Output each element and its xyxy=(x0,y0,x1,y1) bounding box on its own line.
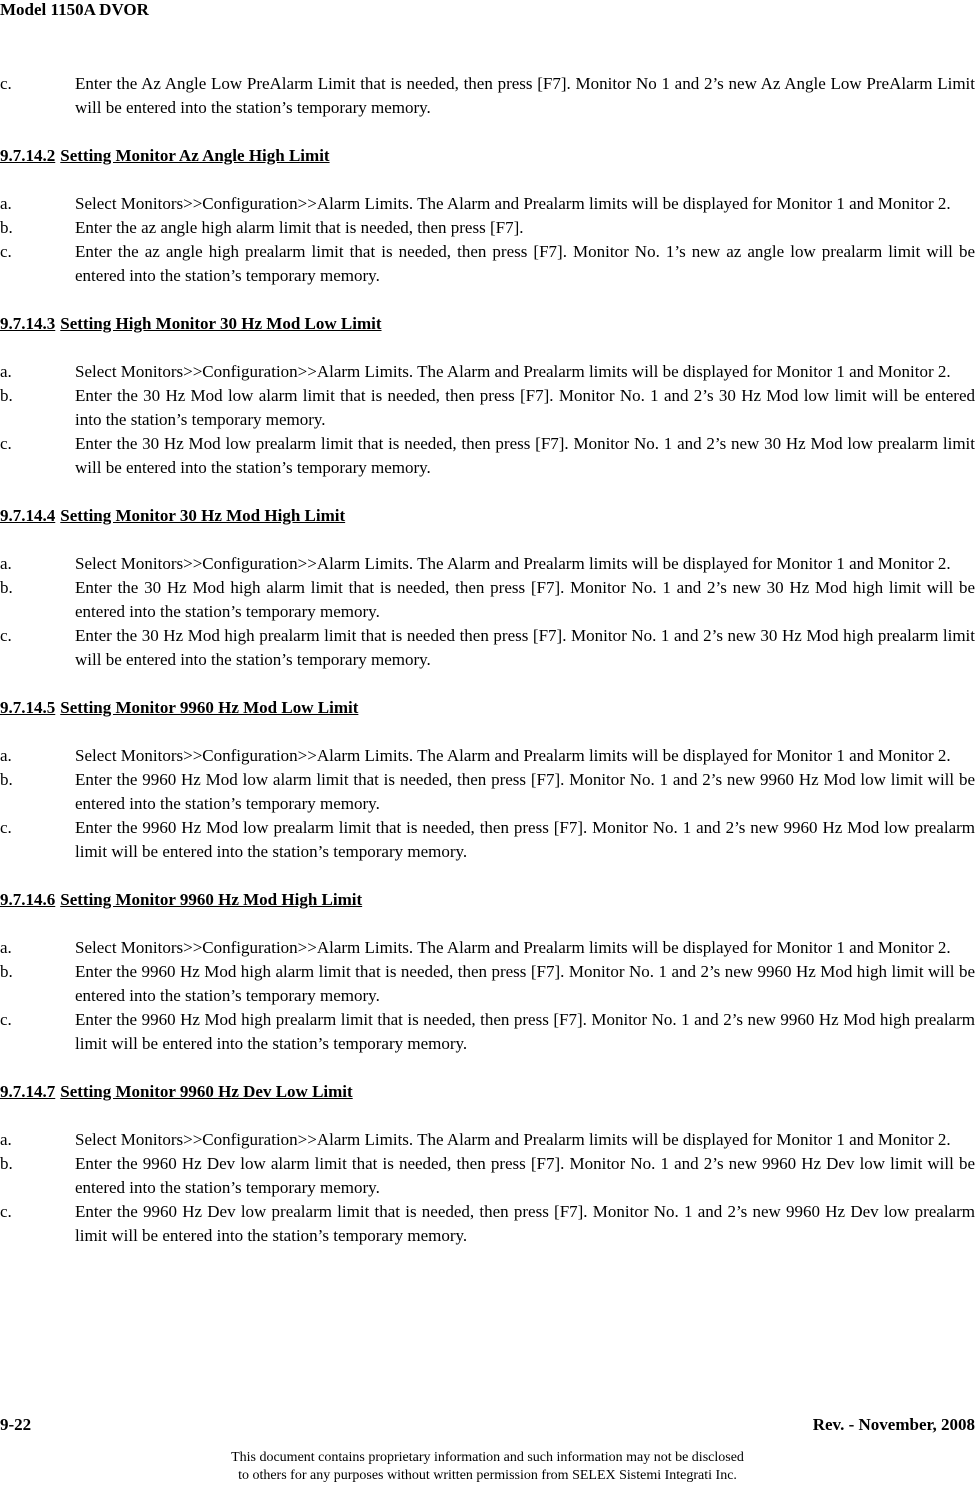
section-title: Setting Monitor Az Angle High Limit xyxy=(60,146,330,165)
item-text: Select Monitors>>Configuration>>Alarm Limits. The Alarm and Prealarm limits will be displayed for Monitor 1 and Monitor 2. xyxy=(75,1130,951,1149)
section-title: Setting Monitor 30 Hz Mod High Limit xyxy=(60,506,346,525)
list-item xyxy=(0,1200,975,1248)
document-body xyxy=(0,72,975,1248)
item-marker: c. xyxy=(0,1202,12,1221)
proprietary-notice xyxy=(0,1449,975,1485)
item-text: Select Monitors>>Configuration>>Alarm Limits. The Alarm and Prealarm limits will be displayed for Monitor 1 and Monitor 2. xyxy=(75,554,951,573)
item-marker: a. xyxy=(0,362,12,381)
list-item xyxy=(0,960,975,1008)
item-marker: a. xyxy=(0,194,12,213)
item-marker: c. xyxy=(0,242,12,261)
item-marker: b. xyxy=(0,386,13,405)
list-item xyxy=(0,1152,975,1200)
section-heading xyxy=(0,312,975,336)
item-text: Select Monitors>>Configuration>>Alarm Limits. The Alarm and Prealarm limits will be displayed for Monitor 1 and Monitor 2. xyxy=(75,362,951,381)
list-item xyxy=(0,768,975,816)
page-number: 9-22 xyxy=(0,1415,32,1434)
section-title: Setting High Monitor 30 Hz Mod Low Limit xyxy=(60,314,382,333)
item-text: Select Monitors>>Configuration>>Alarm Limits. The Alarm and Prealarm limits will be displayed for Monitor 1 and Monitor 2. xyxy=(75,938,951,957)
item-text: Enter the 30 Hz Mod low prealarm limit that is needed, then press [F7]. Monitor No. 1 and 2’s new 30 Hz Mod low prealarm limit will be entered into the station’s temporary memory. xyxy=(75,434,975,477)
item-marker: a. xyxy=(0,1130,12,1149)
list-item xyxy=(0,216,975,240)
item-marker: b. xyxy=(0,218,13,237)
notice-line: This document contains proprietary information and such information may not be disclosed xyxy=(231,1450,744,1465)
item-marker: c. xyxy=(0,626,12,645)
item-marker: b. xyxy=(0,770,13,789)
section-number: 9.7.14.7 xyxy=(0,1082,56,1101)
item-text: Enter the az angle high alarm limit that is needed, then press [F7]. xyxy=(75,218,524,237)
page-header-title: Model 1150A DVOR xyxy=(0,0,149,19)
item-marker: b. xyxy=(0,1154,13,1173)
list-item xyxy=(0,1128,975,1152)
list-item xyxy=(0,384,975,432)
item-text: Enter the 9960 Hz Mod low prealarm limit that is needed, then press [F7]. Monitor No. 1 and 2’s new 9960 Hz Mod low prealarm limit will be entered into the station’s temporary memory. xyxy=(75,818,975,861)
item-marker: c. xyxy=(0,434,12,453)
notice-line: to others for any purposes without written permission from SELEX Sistemi Integrati Inc. xyxy=(238,1468,737,1483)
list-item xyxy=(0,192,975,216)
item-marker: b. xyxy=(0,962,13,981)
section-heading xyxy=(0,1080,975,1104)
list-item xyxy=(0,816,975,864)
section-heading xyxy=(0,144,975,168)
list-item xyxy=(0,552,975,576)
section-number: 9.7.14.5 xyxy=(0,698,56,717)
section-heading xyxy=(0,504,975,528)
item-text: Enter the 30 Hz Mod high prealarm limit that is needed then press [F7]. Monitor No. 1 and 2’s new 30 Hz Mod high prealarm limit will be entered into the station’s temporary memory. xyxy=(75,626,975,669)
list-item xyxy=(0,1008,975,1056)
list-item xyxy=(0,744,975,768)
item-text: Enter the 9960 Hz Dev low prealarm limit that is needed, then press [F7]. Monitor No. 1 and 2’s new 9960 Hz Dev low prealarm limit will be entered into the station’s temporary memory. xyxy=(75,1202,975,1245)
section-title: Setting Monitor 9960 Hz Mod Low Limit xyxy=(60,698,359,717)
item-text: Enter the 9960 Hz Dev low alarm limit that is needed, then press [F7]. Monitor No. 1 and 2’s new 9960 Hz Dev low limit will be entered into the station’s temporary memory. xyxy=(75,1154,975,1197)
item-text: Enter the Az Angle Low PreAlarm Limit that is needed, then press [F7]. Monitor No 1 and 2’s new Az Angle Low PreAlarm Limit will be entered into the station’s temporary memory. xyxy=(75,74,975,117)
section-title: Setting Monitor 9960 Hz Mod High Limit xyxy=(60,890,363,909)
item-text: Enter the az angle high prealarm limit that is needed, then press [F7]. Monitor No. 1’s new az angle low prealarm limit will be entered into the station’s temporary memory. xyxy=(75,242,975,285)
section-number: 9.7.14.2 xyxy=(0,146,56,165)
item-marker: a. xyxy=(0,938,12,957)
item-text: Enter the 9960 Hz Mod low alarm limit that is needed, then press [F7]. Monitor No. 1 and 2’s new 9960 Hz Mod low limit will be entered into the station’s temporary memory. xyxy=(75,770,975,813)
section-number: 9.7.14.3 xyxy=(0,314,56,333)
item-marker: c. xyxy=(0,74,12,93)
list-item xyxy=(0,576,975,624)
item-text: Enter the 30 Hz Mod high alarm limit that is needed, then press [F7]. Monitor No. 1 and 2’s new 30 Hz Mod high limit will be entered into the station’s temporary memory. xyxy=(75,578,975,621)
item-marker: c. xyxy=(0,818,12,837)
list-item xyxy=(0,432,975,480)
item-marker: a. xyxy=(0,554,12,573)
section-title: Setting Monitor 9960 Hz Dev Low Limit xyxy=(60,1082,353,1101)
item-text: Select Monitors>>Configuration>>Alarm Limits. The Alarm and Prealarm limits will be displayed for Monitor 1 and Monitor 2. xyxy=(75,194,951,213)
intro-item xyxy=(0,72,975,120)
item-text: Enter the 9960 Hz Mod high prealarm limit that is needed, then press [F7]. Monitor No. 1 and 2’s new 9960 Hz Mod high prealarm limit will be entered into the station’s temporary memory. xyxy=(75,1010,975,1053)
item-marker: a. xyxy=(0,746,12,765)
section-heading xyxy=(0,696,975,720)
list-item xyxy=(0,240,975,288)
list-item xyxy=(0,360,975,384)
item-marker: c. xyxy=(0,1010,12,1029)
item-text: Enter the 9960 Hz Mod high alarm limit that is needed, then press [F7]. Monitor No. 1 and 2’s new 9960 Hz Mod high limit will be entered into the station’s temporary memory. xyxy=(75,962,975,1005)
section-heading xyxy=(0,888,975,912)
item-marker: b. xyxy=(0,578,13,597)
section-number: 9.7.14.4 xyxy=(0,506,56,525)
list-item xyxy=(0,936,975,960)
item-text: Enter the 30 Hz Mod low alarm limit that is needed, then press [F7]. Monitor No. 1 and 2’s 30 Hz Mod low limit will be entered into the station’s temporary memory. xyxy=(75,386,975,429)
list-item xyxy=(0,624,975,672)
item-text: Select Monitors>>Configuration>>Alarm Limits. The Alarm and Prealarm limits will be displayed for Monitor 1 and Monitor 2. xyxy=(75,746,951,765)
section-number: 9.7.14.6 xyxy=(0,890,56,909)
revision-label: Rev. - November, 2008 xyxy=(812,1415,975,1434)
